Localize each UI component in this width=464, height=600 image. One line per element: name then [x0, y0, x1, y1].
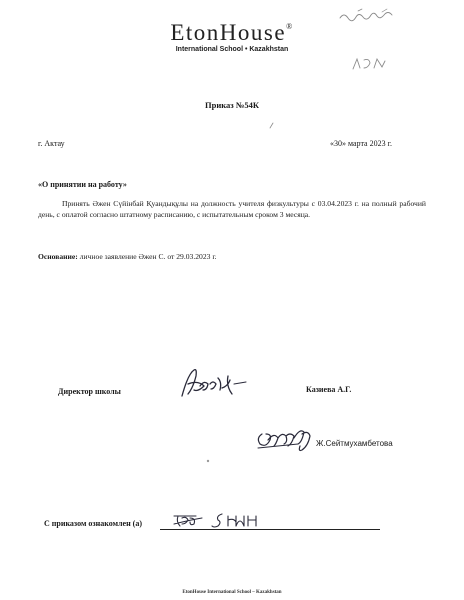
order-title: Приказ №54К — [204, 100, 259, 110]
second-signatory-name: Ж.Сейтмухамбетова — [316, 439, 393, 448]
acknowledgment-label: С приказом ознакомлен (а) — [44, 519, 142, 528]
order-city: г. Актау — [38, 139, 65, 148]
acknowledgment-signature — [170, 508, 280, 530]
director-name: Казиева А.Г. — [306, 385, 352, 394]
logo-text: EtonHouse — [170, 20, 287, 45]
scan-speck — [268, 120, 278, 130]
logo-registered-mark: ® — [286, 22, 294, 31]
basis-text: личное заявление Әжен С. от 29.03.2023 г. — [79, 252, 217, 261]
director-label: Директор школы — [58, 387, 121, 396]
order-subject: «О принятии на работу» — [38, 180, 127, 189]
basis-label: Основание: — [38, 252, 78, 261]
order-date: «30» марта 2023 г. — [330, 139, 392, 148]
pencil-annotation-top — [338, 8, 408, 28]
director-signature — [178, 366, 248, 402]
footer-text: EtonHouse International School – Kazakhstan — [182, 590, 282, 595]
pencil-annotation-number — [350, 56, 390, 72]
order-body: Принять Әжен Сүйінбай Қуандықұлы на должность учителя физкультуры с 03.04.2023 г. на полный рабочий день, с оплатой согласно штатному расписанию, с испытательным сроком 3 месяца. — [38, 199, 426, 219]
order-basis — [38, 252, 216, 261]
second-signature — [254, 422, 320, 454]
scan-dot — [205, 458, 211, 464]
letterhead-subtitle: International School • Kazakhstan — [175, 46, 289, 53]
